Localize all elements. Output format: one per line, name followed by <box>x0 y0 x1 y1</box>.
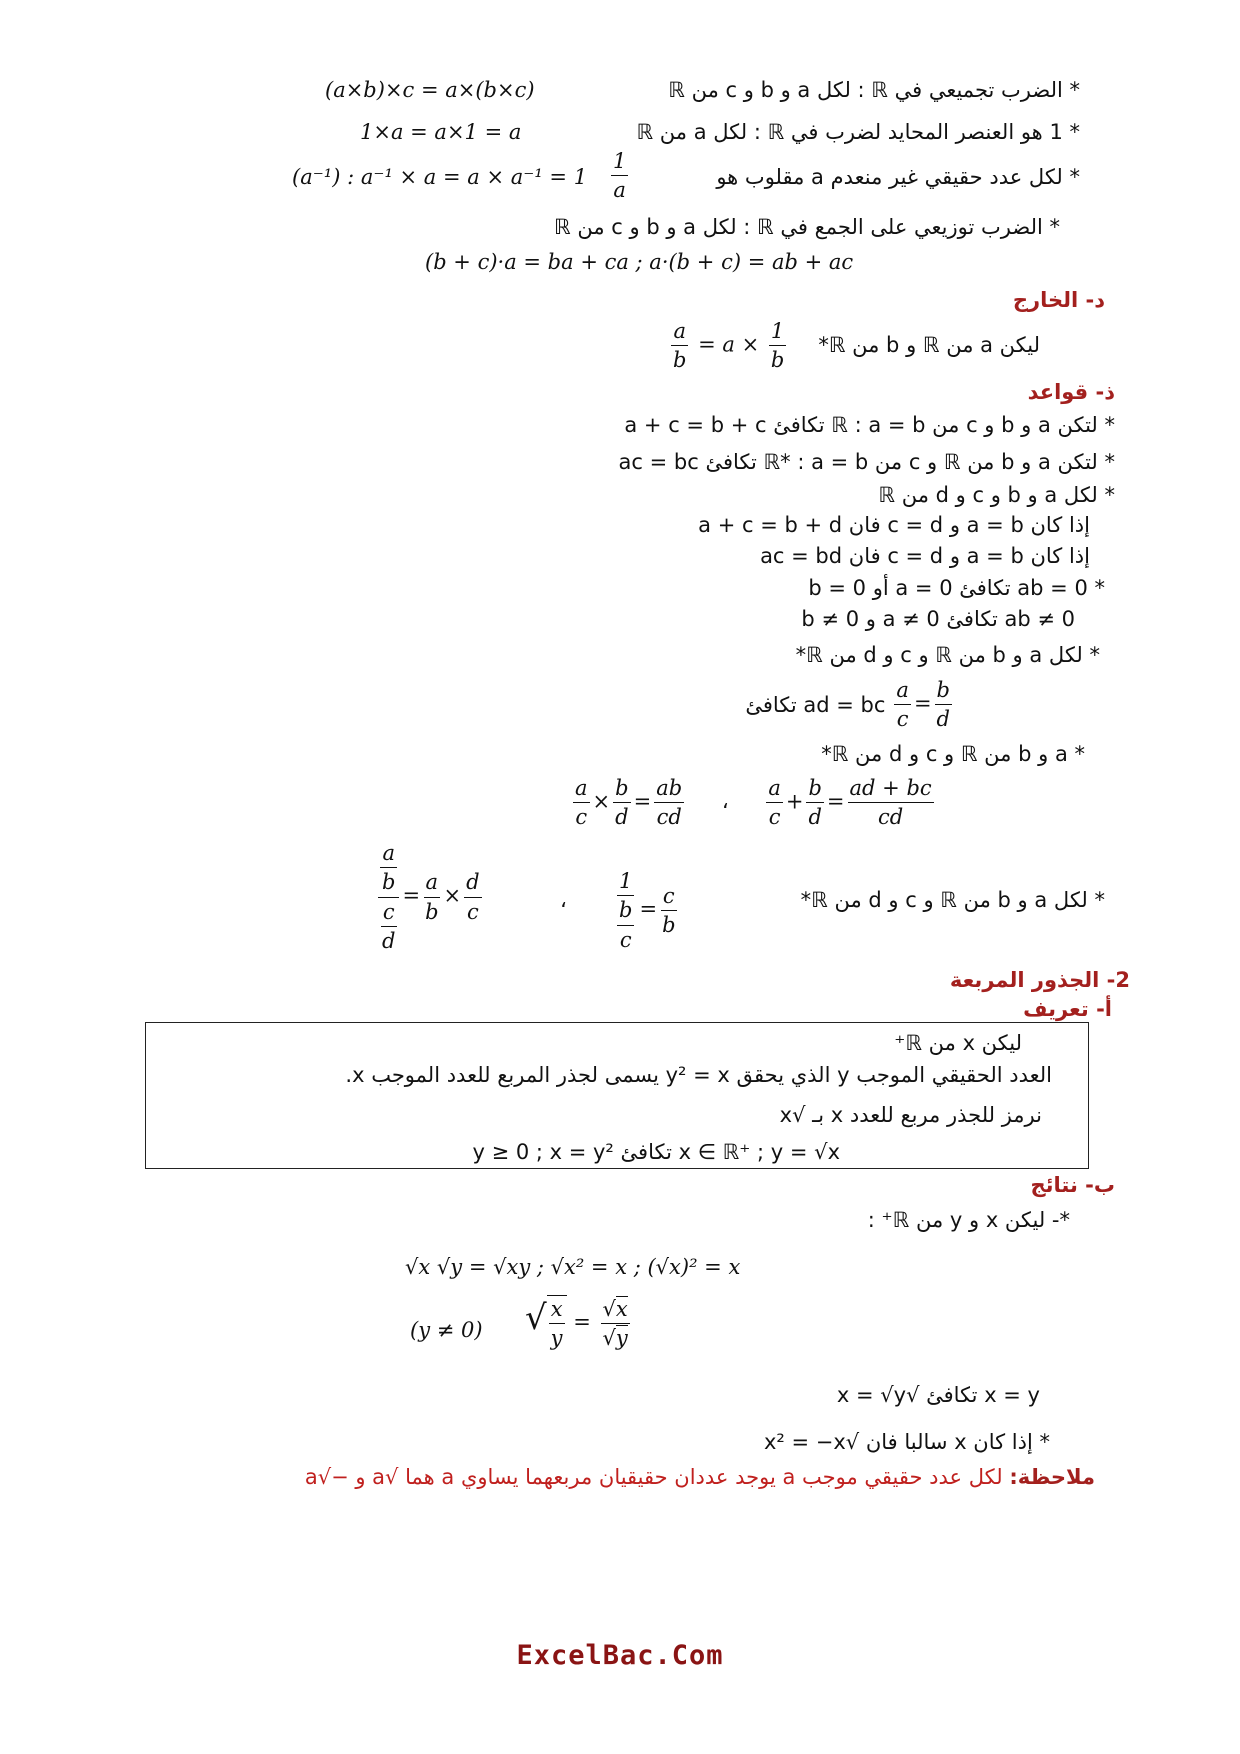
rule-11-formulas: $\frac{a}{c}$ × $\frac{b}{d}$ = $\frac{ab}{cd}$ ، $\frac{a}{c}$ + $\frac{b}{d}$ = $\frac{ad + bc}{cd}$ <box>575 776 932 830</box>
definition-line-2: العدد الحقيقي الموجب y الذي يحقق y² = x يسمى لجذر المربع للعدد الموجب x. <box>345 1063 1052 1087</box>
note-label: ملاحظة: <box>1009 1465 1095 1489</box>
r11-c-n: a <box>766 775 783 803</box>
r11-b-n: b <box>613 775 630 803</box>
rule-12: * لكل a و b من ℝ و c و d من ℝ* <box>800 888 1105 912</box>
r12-bb: b <box>382 870 396 895</box>
r12-a: a <box>380 840 397 868</box>
r11-b-d: d <box>615 805 629 830</box>
r12-c: c <box>619 927 632 952</box>
section-rules-heading: ذ- قواعد <box>1027 380 1115 404</box>
math-inverse: (a⁻¹) : a⁻¹ × a = a × a⁻¹ = 1 <box>292 165 588 189</box>
r11-sum-n: ad + bc <box>848 775 934 803</box>
r12-xc: c <box>466 899 479 924</box>
quotient-formula <box>668 318 789 374</box>
note <box>305 1465 1095 1489</box>
r12-xa: a <box>424 869 441 897</box>
r11-a-n: a <box>573 775 590 803</box>
r12-rc: c <box>661 883 677 911</box>
quotient-den-2: b <box>770 348 785 373</box>
section-quotient-heading: د- الخارج <box>1012 288 1105 312</box>
r12-rb: b <box>662 912 676 937</box>
note-text: لكل عدد حقيقي موجب a يوجد عددان حقيقيان مربعهما يساوي a هما √a و −√a <box>304 1465 1010 1489</box>
r9-num-a: a <box>894 677 911 705</box>
rule-2: * لتكن a و b من ℝ و c من ℝ* : a = b تكافئ ac = bc <box>618 450 1115 474</box>
results-heading: ب- نتائج <box>1030 1173 1115 1197</box>
rule-3: * لكل a و b و c و d من ℝ <box>878 483 1115 507</box>
results-negative-x: * إذا كان x سالبا فان √x² = −x <box>763 1430 1050 1454</box>
rule-5: إذا كان a = b و c = d فان ac = bd <box>760 544 1090 568</box>
inverse-fraction <box>608 148 631 204</box>
rule-neutral-element: * 1 هو العنصر المحايد لضرب في ℝ : لكل a من ℝ <box>636 120 1080 144</box>
rule-9: $\frac{a}{c}$ = $\frac{b}{d}$ ad = bc تكافئ <box>745 678 950 732</box>
r12-cc: c <box>381 899 397 927</box>
rule-1: * لتكن a و b و c من ℝ : a = b تكافئ a + c = b + c <box>624 413 1115 437</box>
r11-res-d: cd <box>656 805 682 830</box>
quotient-num-2: 1 <box>769 318 786 346</box>
definition-line-4: x ∈ ℝ⁺ ; y = √x تكافئ y ≥ 0 ; x = y² <box>472 1140 840 1164</box>
r12-xb: b <box>425 899 439 924</box>
rule-8: * لكل a و b من ℝ و c و d من ℝ* <box>795 643 1100 667</box>
results-quotient-root: √ $\frac{x}{y}$ = $\frac{√x}{√y}$ <box>525 1296 628 1351</box>
r11-comma: ، <box>721 789 729 814</box>
rule-12-comma: ، <box>560 888 567 912</box>
r11-c-d: c <box>768 805 781 830</box>
section-square-roots-heading: 2- الجذور المربعة <box>949 968 1130 992</box>
r12-b: b <box>617 897 634 925</box>
quotient-condition: ليكن a من ℝ و b من ℝ* <box>818 333 1040 357</box>
results-identities: √x √y = √xy ; √x² = x ; (√x)² = x <box>405 1255 741 1279</box>
rule-4: إذا كان a = b و c = d فان a + c = b + d <box>698 513 1090 537</box>
inverse-fraction-numerator: 1 <box>611 148 628 176</box>
r11-res-n: ab <box>654 775 684 803</box>
r12-xd: d <box>464 869 481 897</box>
r11-d-d: d <box>808 805 822 830</box>
footer-watermark: ExcelBac.Com <box>516 1640 724 1671</box>
r11-sum-d: cd <box>877 805 904 830</box>
r12-one: 1 <box>617 868 634 896</box>
r11-a-d: c <box>575 805 588 830</box>
inverse-fraction-denominator: a <box>613 178 626 203</box>
rule-7: ab ≠ 0 تكافئ a ≠ 0 و b ≠ 0 <box>801 607 1075 631</box>
quotient-den: b <box>673 348 687 373</box>
rule-inverse: * لكل عدد حقيقي غير منعدم a مقلوب هو <box>716 165 1080 189</box>
r9-num-b: b <box>935 677 952 705</box>
r11-d-n: b <box>806 775 823 803</box>
results-quotient-condition: (y ≠ 0) <box>410 1318 483 1342</box>
math-neutral-element: 1×a = a×1 = a <box>360 120 522 144</box>
definition-heading: أ- تعريف <box>1023 997 1112 1021</box>
rule-12-compound-fraction: $\frac{\frac{a}{b}}{\frac{c}{d}}$ = $\frac{a}{b}$ × $\frac{d}{c}$ <box>375 840 485 954</box>
definition-line-3: نرمز للجذر مربع للعدد x بـ √x <box>779 1103 1042 1127</box>
r9-den-c: c <box>896 707 909 732</box>
r12-d: d <box>382 928 396 953</box>
rule-10: * a و b من ℝ و c و d من ℝ* <box>821 742 1085 766</box>
r9-den-d: d <box>936 707 950 732</box>
quotient-num: a <box>671 318 688 346</box>
math-distributive: (b + c)·a = ba + ca ; a·(b + c) = ab + ac <box>425 250 854 274</box>
r9-equivalence-text: ad = bc تكافئ <box>745 692 886 717</box>
math-associative: (a×b)×c = a×(b×c) <box>325 78 535 102</box>
results-equivalence: x = y تكافئ √x = √y <box>836 1383 1040 1407</box>
rule-12-reciprocal-fraction: $\frac{1}{\frac{b}{c}}$ = $\frac{c}{b}$ <box>619 869 676 952</box>
quotient-mid: = a × <box>698 332 760 357</box>
definition-line-1: ليكن x من ℝ⁺ <box>894 1031 1022 1055</box>
rule-distributive: * الضرب توزيعي على الجمع في ℝ : لكل a و b و c من ℝ <box>554 215 1060 239</box>
rule-6: * ab = 0 تكافئ a = 0 أو b = 0 <box>808 576 1105 600</box>
results-intro: *- ليكن x و y من ℝ⁺ : <box>867 1208 1070 1232</box>
rule-associative: * الضرب تجميعي في ℝ : لكل a و b و c من ℝ <box>668 78 1080 102</box>
